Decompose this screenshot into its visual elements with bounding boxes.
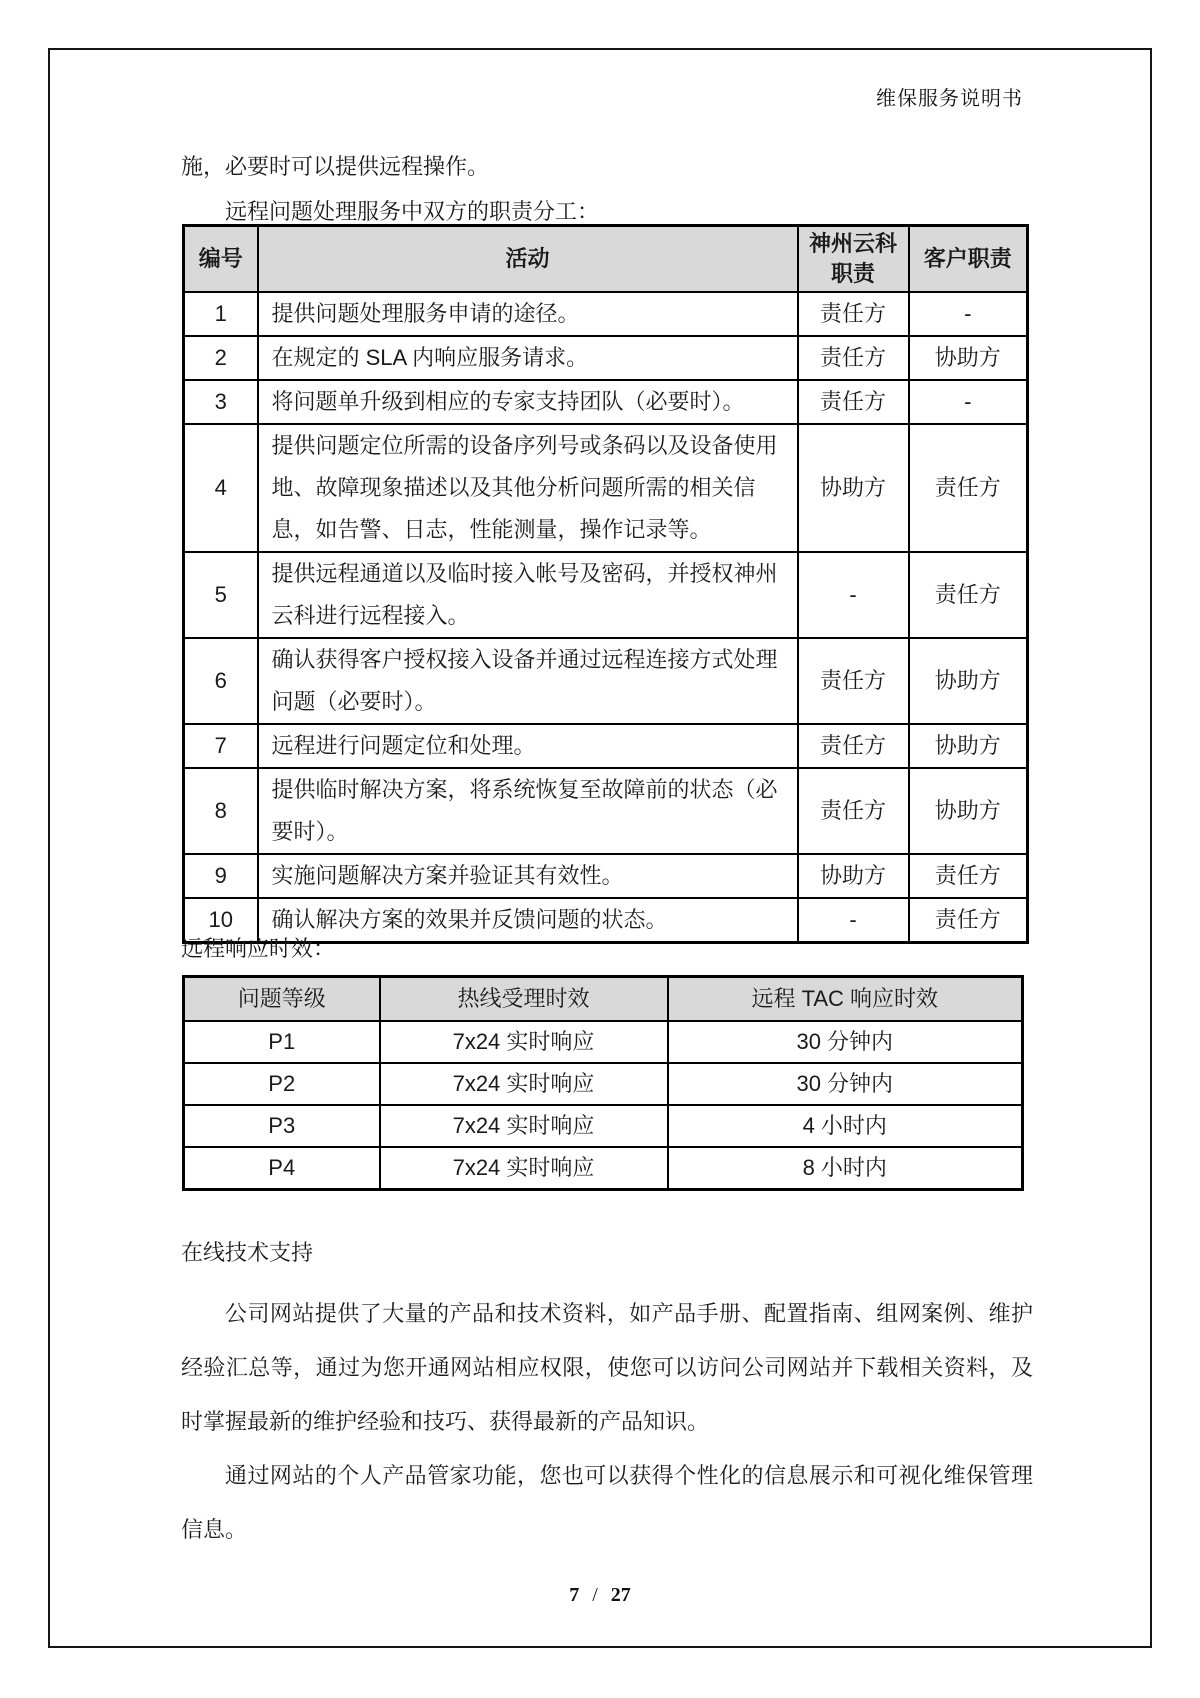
response-table-body [184,1021,1023,1190]
table-row [184,552,1028,638]
activity-cell: 远程进行问题定位和处理。 [258,724,798,768]
responsibility-table-body [184,292,1028,943]
activity-cell: 提供问题定位所需的设备序列号或条码以及设备使用地、故障现象描述以及其他分析问题所需的相关信息，如告警、日志，性能测量，操作记录等。 [258,424,798,552]
response-time-heading: 远程响应时效： [181,936,336,961]
row-number-cell: 10 [184,898,258,943]
row-number-cell: 8 [184,768,258,854]
table-row [184,292,1028,336]
table-row [184,1063,1023,1105]
customer-role-cell: 责任方 [909,424,1028,552]
header-cell-customer: 客户职责 [909,226,1028,292]
table-row [184,424,1028,552]
header-cell-no: 编号 [184,226,258,292]
activity-cell: 在规定的 SLA 内响应服务请求。 [258,336,798,380]
hotline-sla-cell: 7x24 实时响应 [380,1147,668,1190]
vendor-role-cell: 责任方 [798,292,909,336]
online-support-paragraph-2: 通过网站的个人产品管家功能，您也可以获得个性化的信息展示和可视化维保管理信息。 [181,1463,1033,1542]
header-row [184,977,1023,1021]
remote-tac-sla-cell: 8 小时内 [668,1147,1023,1190]
row-number-cell: 9 [184,854,258,898]
row-number-cell: 2 [184,336,258,380]
response-time-table [182,975,1024,1191]
row-number-cell: 5 [184,552,258,638]
hotline-sla-cell: 7x24 实时响应 [380,1021,668,1063]
responsibility-table-caption: 远程问题处理服务中双方的职责分工： [225,199,600,224]
severity-cell: P3 [184,1105,380,1147]
header-cell-vendor: 神州云科职责 [798,226,909,292]
customer-role-cell: 协助方 [909,724,1028,768]
current-page-number: 7 [569,1584,580,1606]
header-cell-severity: 问题等级 [184,977,380,1021]
customer-role-cell: 协助方 [909,336,1028,380]
row-number-cell: 3 [184,380,258,424]
customer-role-cell: 协助方 [909,638,1028,724]
vendor-role-cell: 责任方 [798,380,909,424]
activity-cell: 将问题单升级到相应的专家支持团队（必要时）。 [258,380,798,424]
table-row [184,336,1028,380]
table-row [184,768,1028,854]
customer-role-cell: 协助方 [909,768,1028,854]
row-number-cell: 4 [184,424,258,552]
online-support-paragraph-1: 公司网站提供了大量的产品和技术资料，如产品手册、配置指南、组网案例、维护经验汇总等，通过为您开通网站相应权限，使您可以访问公司网站并下载相关资料，及时掌握最新的维护经验和技巧、获得最新的产品知识。 [181,1301,1033,1434]
activity-cell: 确认获得客户授权接入设备并通过远程连接方式处理问题（必要时）。 [258,638,798,724]
header-cell-hotline: 热线受理时效 [380,977,668,1021]
header-row [184,226,1028,292]
remote-tac-sla-cell: 4 小时内 [668,1105,1023,1147]
remote-tac-sla-cell: 30 分钟内 [668,1021,1023,1063]
activity-cell: 提供问题处理服务申请的途径。 [258,292,798,336]
header-cell-remote-tac: 远程 TAC 响应时效 [668,977,1023,1021]
document-header-title: 维保服务说明书 [876,88,1023,110]
customer-role-cell: - [909,380,1028,424]
table-row [184,380,1028,424]
severity-cell: P1 [184,1021,380,1063]
total-page-count: 27 [610,1584,631,1606]
page-number-separator: / [592,1584,598,1606]
row-number-cell: 7 [184,724,258,768]
vendor-role-cell: - [798,898,909,943]
row-number-cell: 1 [184,292,258,336]
customer-role-cell: 责任方 [909,854,1028,898]
online-support-heading: 在线技术支持 [181,1240,314,1265]
table-row [184,1021,1023,1063]
activity-cell: 实施问题解决方案并验证其有效性。 [258,854,798,898]
remote-tac-sla-cell: 30 分钟内 [668,1063,1023,1105]
header-cell-activity: 活动 [258,226,798,292]
table-row [184,1105,1023,1147]
customer-role-cell: 责任方 [909,552,1028,638]
hotline-sla-cell: 7x24 实时响应 [380,1063,668,1105]
table-row [184,724,1028,768]
customer-role-cell: 责任方 [909,898,1028,943]
customer-role-cell: - [909,292,1028,336]
vendor-role-cell: 责任方 [798,638,909,724]
row-number-cell: 6 [184,638,258,724]
vendor-role-cell: 协助方 [798,424,909,552]
page-number-footer [48,1584,1152,1607]
table-row [184,638,1028,724]
activity-cell: 确认解决方案的效果并反馈问题的状态。 [258,898,798,943]
table-row [184,1147,1023,1190]
activity-cell: 提供远程通道以及临时接入帐号及密码，并授权神州云科进行远程接入。 [258,552,798,638]
vendor-role-cell: - [798,552,909,638]
vendor-role-cell: 协助方 [798,854,909,898]
severity-cell: P4 [184,1147,380,1190]
responsibility-table-header [184,226,1028,292]
activity-cell: 提供临时解决方案，将系统恢复至故障前的状态（必要时）。 [258,768,798,854]
vendor-role-cell: 责任方 [798,768,909,854]
table-row [184,854,1028,898]
intro-paragraph: 施，必要时可以提供远程操作。 [181,154,490,179]
responsibility-table [182,224,1029,944]
severity-cell: P2 [184,1063,380,1105]
hotline-sla-cell: 7x24 实时响应 [380,1105,668,1147]
response-table-header [184,977,1023,1021]
vendor-role-cell: 责任方 [798,336,909,380]
vendor-role-cell: 责任方 [798,724,909,768]
